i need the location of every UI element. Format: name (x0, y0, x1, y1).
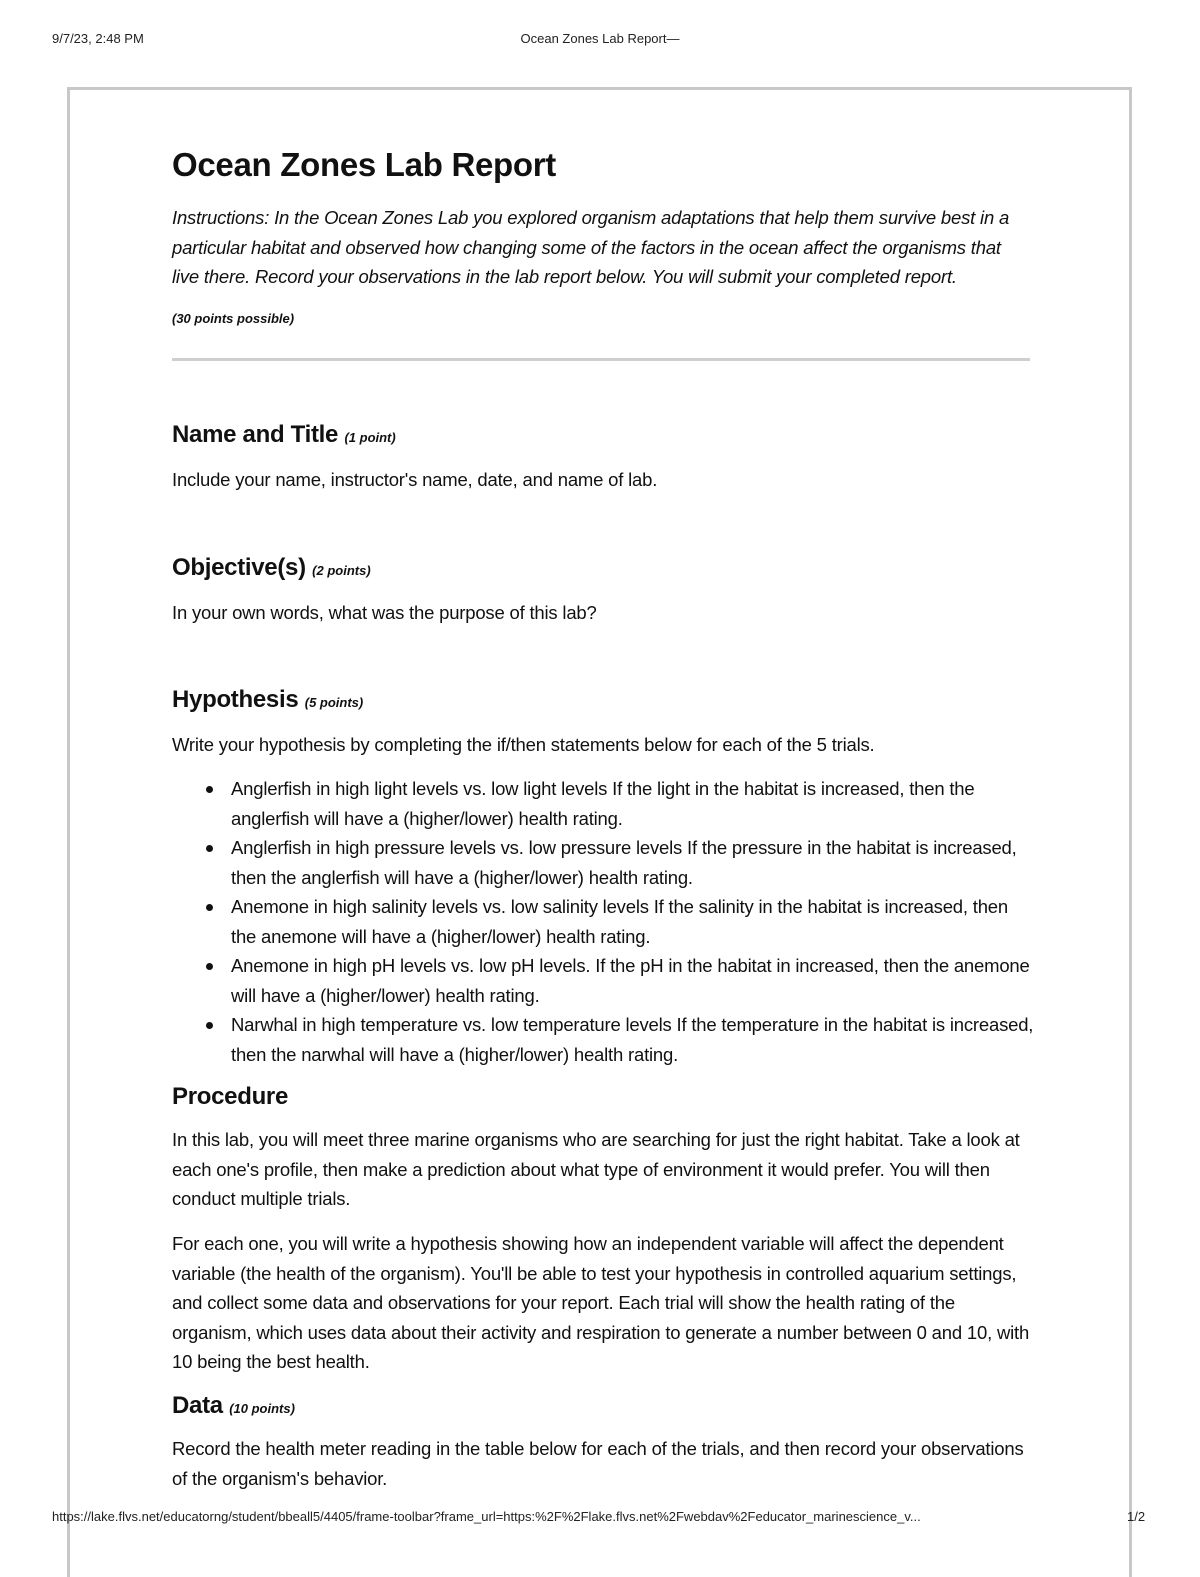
section-heading: Procedure (172, 1083, 289, 1110)
list-item: Anglerfish in high pressure levels vs. low pressure levels If the pressure in the habitat is increased, then the anglerfish will have a (higher/lower) health rating. (231, 833, 1034, 892)
section-text: Record the health meter reading in the table below for each of the trials, and then record your observations of the organism's behavior. (172, 1438, 1024, 1489)
points-label: (5 points) (304, 695, 364, 710)
section-text: Write your hypothesis by completing the if/then statements below for each of the 5 trials. (172, 734, 875, 755)
list-item: Anemone in high pH levels vs. low pH levels. If the pH in the habitat in increased, then the anemone will have a (higher/lower) health rating. (231, 951, 1034, 1010)
section-name-title (172, 419, 1032, 454)
list-item: Narwhal in high temperature vs. low temperature levels If the temperature in the habitat is increased, then the narwhal will have a (higher/lower) health rating. (231, 1010, 1034, 1069)
points-label: (2 points) (312, 563, 371, 578)
list-item: Anemone in high salinity levels vs. low salinity levels If the salinity in the habitat is increased, then the anemone will have a (higher/lower) health rating. (231, 892, 1034, 951)
heading-text: Hypothesis (172, 686, 299, 713)
section-procedure (172, 1081, 1032, 1113)
bullet-icon (206, 1022, 213, 1029)
print-footer (0, 1509, 1200, 1529)
print-doc-title: Ocean Zones Lab Report— (520, 31, 680, 46)
bullet-icon (206, 845, 213, 852)
points-label: (10 points) (229, 1401, 295, 1416)
heading-text: Name and Title (172, 421, 339, 448)
section-text: In your own words, what was the purpose of this lab? (172, 602, 597, 623)
procedure-paragraph-1: In this lab, you will meet three marine organisms who are searching for just the right habitat. Take a look at each one's profile, then make a prediction about what type of environment it would prefer. You will then conduct multiple trials. (172, 1129, 1020, 1209)
print-url: https://lake.flvs.net/educatorng/student/bbeall5/4405/frame-toolbar?frame_url=https:%2F%2Flake.flvs.net%2Fwebdav%2Feducator_marinescience_v... (52, 1509, 921, 1524)
list-item: Anglerfish in high light levels vs. low light levels If the light in the habitat is increased, then the anglerfish will have a (higher/lower) health rating. (231, 774, 1034, 833)
procedure-paragraph-2: For each one, you will write a hypothesis showing how an independent variable will affect the dependent variable (the health of the organism). You'll be able to test your hypothesis in controlled aquarium settings, and collect some data and observations for your report. Each trial will show the health rating of the organism, which uses data about their activity and respiration to generate a number between 0 and 10, with 10 being the best health. (172, 1233, 1030, 1372)
bullet-icon (206, 786, 213, 793)
bullet-icon (206, 904, 213, 911)
section-heading (172, 684, 1032, 719)
bullet-icon (206, 963, 213, 970)
heading-text: Objective(s) (172, 554, 306, 581)
section-hypothesis (172, 684, 1032, 719)
heading-text: Data (172, 1392, 223, 1419)
section-text: Include your name, instructor's name, date, and name of lab. (172, 469, 658, 490)
section-data (172, 1390, 1032, 1425)
print-header (0, 31, 1200, 51)
print-date: 9/7/23, 2:48 PM (52, 31, 144, 46)
section-objectives (172, 552, 1032, 587)
section-heading (172, 419, 1032, 454)
report-content (172, 143, 1032, 361)
page-number: 1/2 (1127, 1509, 1146, 1524)
section-heading (172, 1390, 1032, 1425)
points-label: (1 point) (344, 430, 396, 445)
section-heading (172, 552, 1032, 587)
points-possible: (30 points possible) (172, 310, 295, 326)
report-instructions: Instructions: In the Ocean Zones Lab you explored organism adaptations that help them survive best in a particular habitat and observed how changing some of the factors in the ocean affect the organisms that live there. Record your observations in the lab report below. You will submit your completed report. (172, 207, 1010, 287)
hypothesis-trial-list (172, 774, 1034, 1069)
section-divider (172, 358, 1030, 361)
report-title: Ocean Zones Lab Report (172, 146, 556, 183)
